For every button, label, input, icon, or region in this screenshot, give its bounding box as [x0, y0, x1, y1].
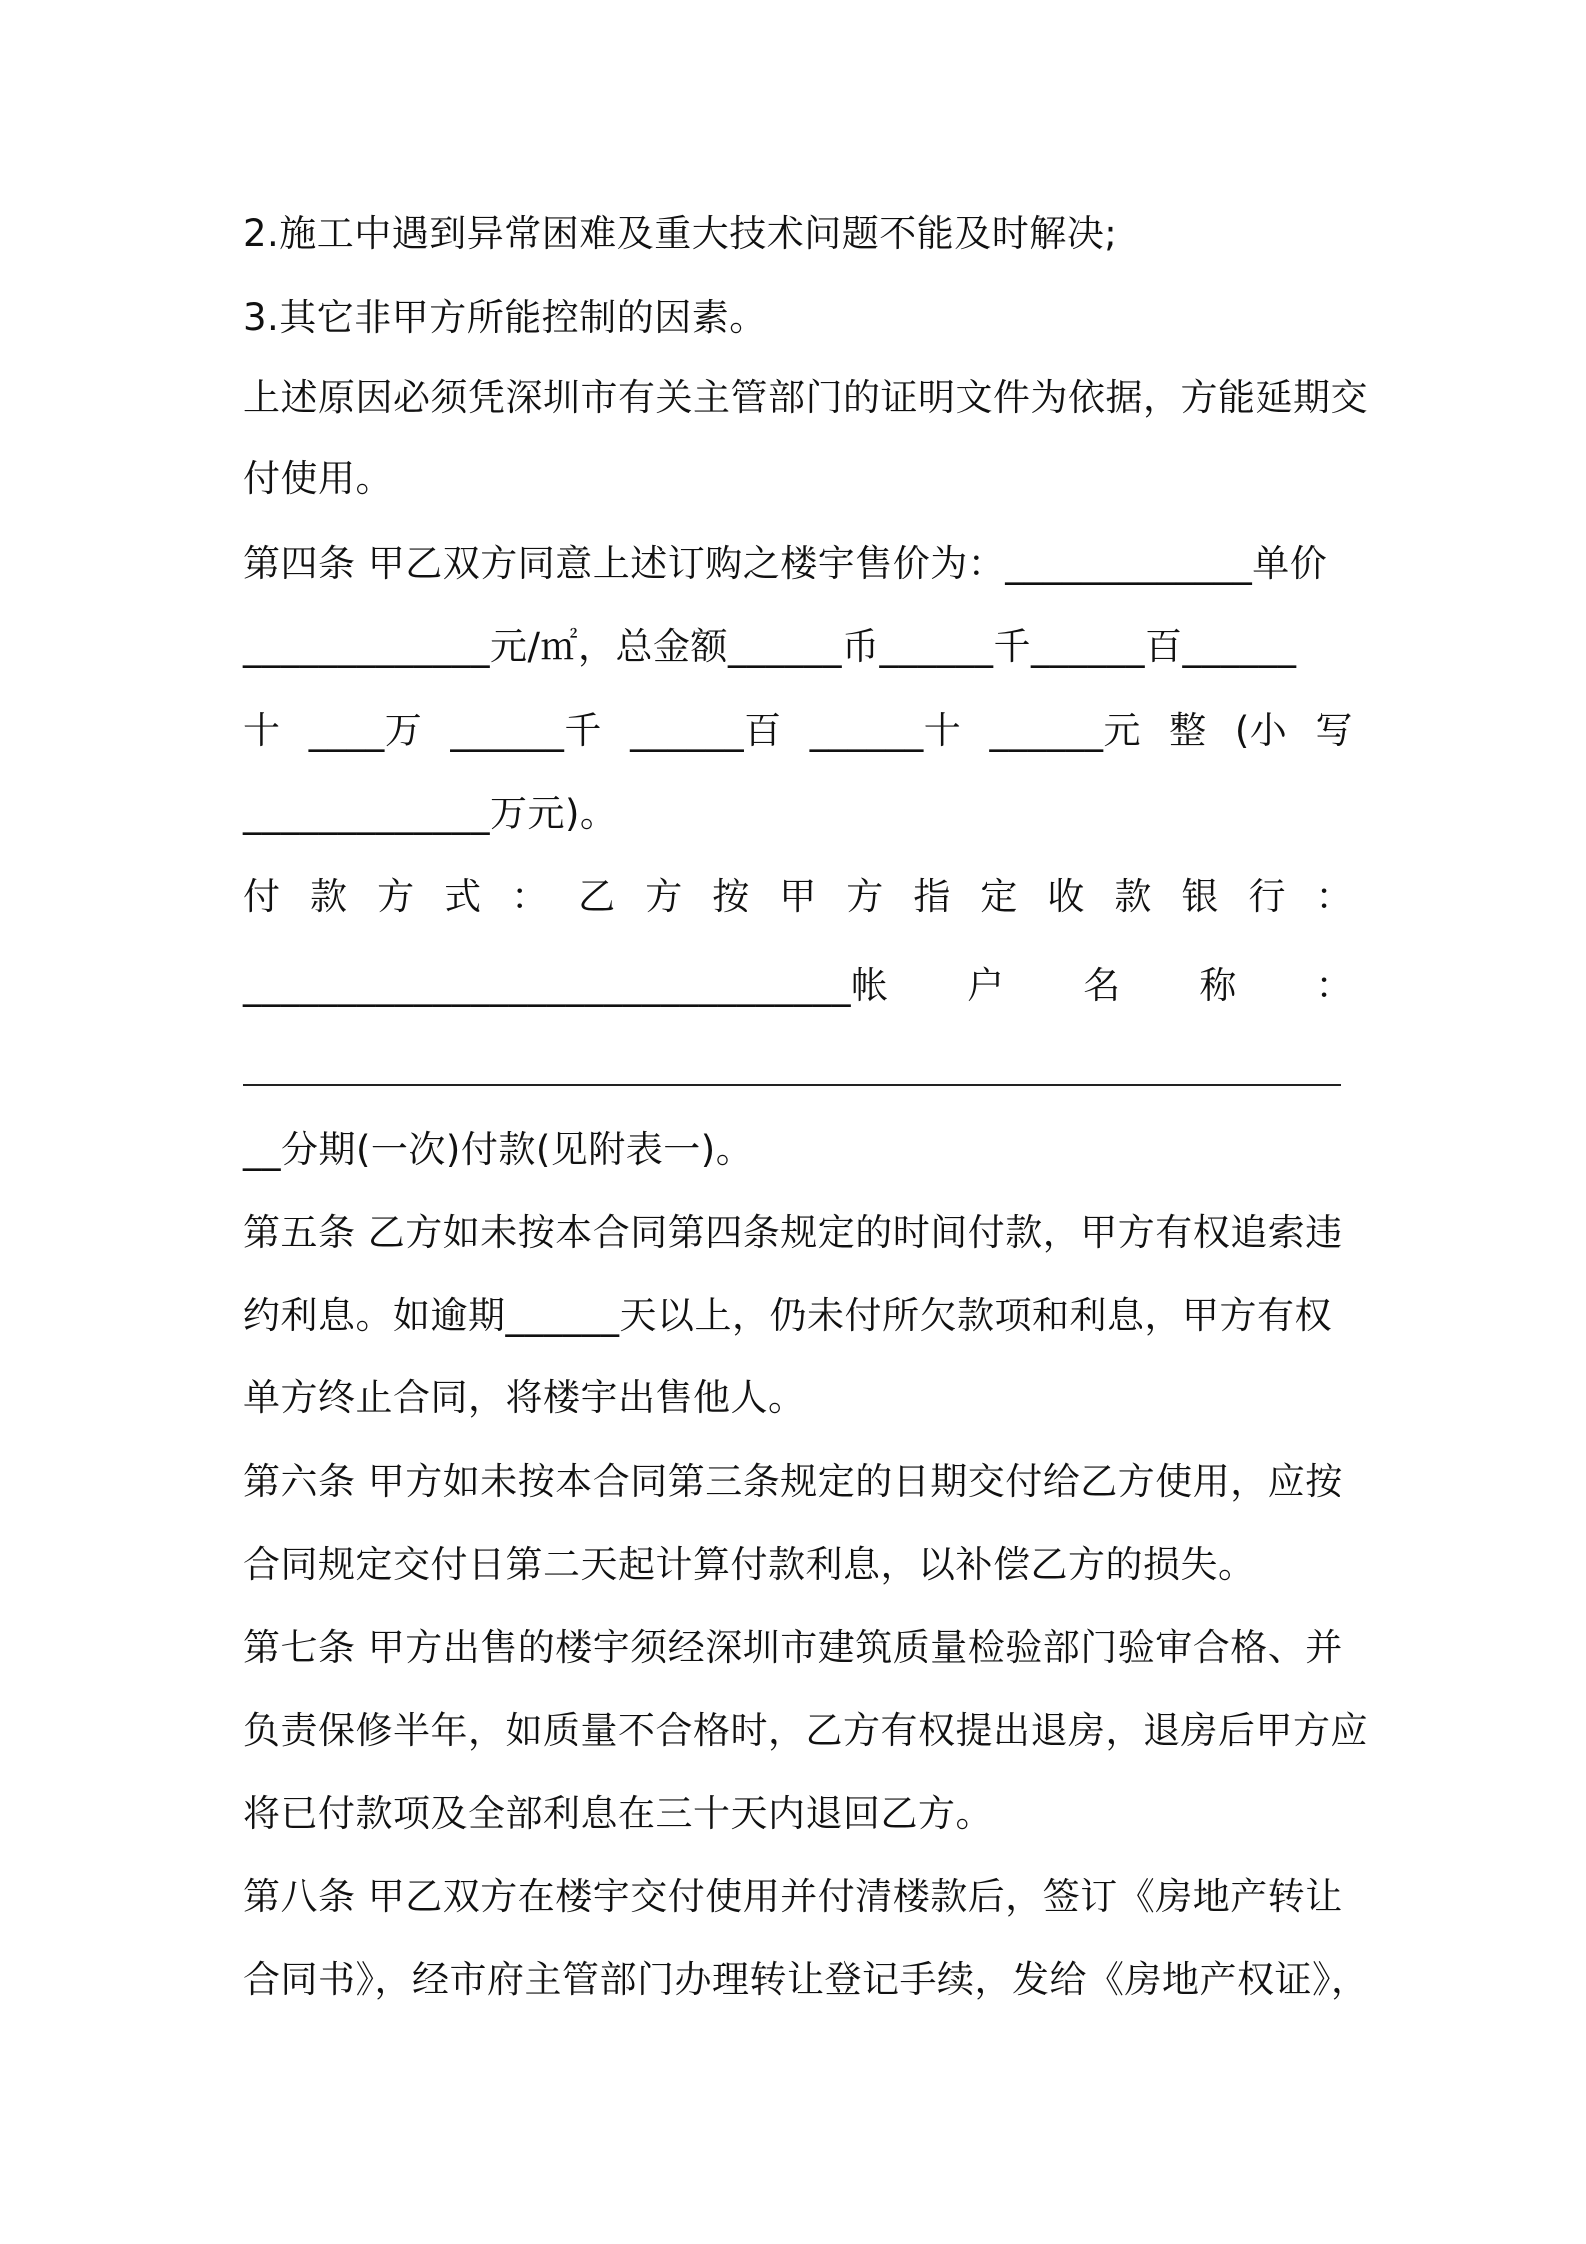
amount-line — [243, 707, 1353, 755]
payment-char: 按 — [712, 875, 750, 918]
clause-8-line: 第八条 甲乙双方在楼宇交付使用并付清楼款后，签订《房地产转让 — [243, 1875, 1343, 1918]
text-line: 上述原因必须凭深圳市有关主管部门的证明文件为依据，方能延期交 — [243, 376, 1368, 419]
payment-char: 款 — [310, 875, 348, 918]
text-line: __分期(一次)付款(见附表一)。 — [243, 1128, 754, 1171]
payment-char: 付 — [243, 875, 281, 918]
amount-token: ______十 — [809, 709, 962, 752]
clause-5-line: 第五条 乙方如未按本合同第四条规定的时间付款，甲方有权追索违 — [243, 1211, 1343, 1254]
payment-char: ： — [1315, 875, 1353, 918]
amount-line: _____________万元)。 — [243, 792, 618, 835]
account-token: ________________________________帐 — [243, 964, 889, 1007]
amount-token: (小 — [1234, 709, 1288, 752]
text-line: 3.其它非甲方所能控制的因素。 — [243, 296, 767, 339]
clause-7-line: 负责保修半年，如质量不合格时，乙方有权提出退房，退房后甲方应 — [243, 1709, 1368, 1752]
payment-char: ： — [511, 875, 549, 918]
text-line: 付使用。 — [243, 457, 393, 500]
clause-6-line: 第六条 甲方如未按本合同第三条规定的日期交付给乙方使用，应按 — [243, 1460, 1343, 1503]
amount-token: ______元 — [989, 709, 1141, 752]
clause-6-line: 合同规定交付日第二天起计算付款利息，以补偿乙方的损失。 — [243, 1543, 1256, 1586]
amount-token: 整 — [1169, 709, 1207, 752]
clause-7-line: 将已付款项及全部利息在三十天内退回乙方。 — [243, 1792, 993, 1835]
amount-token: 十 — [243, 709, 281, 752]
payment-char: 收 — [1047, 875, 1085, 918]
payment-method-line — [243, 873, 1353, 921]
clause-4-line: _____________元/㎡，总金额______币______千______百______ — [243, 625, 1297, 668]
clause-4-line: 第四条 甲乙双方同意上述订购之楼宇售价为：_____________单价 — [243, 542, 1328, 585]
account-token: ： — [1315, 964, 1353, 1007]
text-line: 2.施工中遇到异常困难及重大技术问题不能及时解决; — [243, 212, 1118, 255]
clause-5-line: 约利息。如逾期______天以上，仍未付所欠款项和利息，甲方有权 — [243, 1294, 1332, 1337]
clause-7-line: 第七条 甲方出售的楼宇须经深圳市建筑质量检验部门验审合格、并 — [243, 1626, 1343, 1669]
clause-5-line: 单方终止合同，将楼宇出售他人。 — [243, 1376, 806, 1419]
payment-char: 方 — [377, 875, 415, 918]
account-name-line — [243, 962, 1353, 1010]
payment-char: 甲 — [779, 875, 817, 918]
payment-char: 银 — [1181, 875, 1219, 918]
payment-char: 款 — [1114, 875, 1152, 918]
payment-char: 方 — [846, 875, 884, 918]
amount-token: ____万 — [308, 709, 423, 752]
amount-token: ______百 — [630, 709, 782, 752]
account-token: 户 — [967, 964, 1005, 1007]
payment-char: 方 — [645, 875, 683, 918]
payment-char: 乙 — [578, 875, 616, 918]
payment-char: 式 — [444, 875, 482, 918]
amount-token: ______千 — [450, 709, 602, 752]
clause-8-line: 合同书》，经市府主管部门办理转让登记手续，发给《房地产权证》， — [243, 1958, 1369, 2001]
account-token: 称 — [1199, 964, 1237, 1007]
amount-token: 写 — [1315, 709, 1353, 752]
blank-rule — [243, 1084, 1341, 1086]
account-token: 名 — [1083, 964, 1121, 1007]
payment-char: 定 — [980, 875, 1018, 918]
payment-char: 指 — [913, 875, 951, 918]
payment-char: 行 — [1248, 875, 1286, 918]
